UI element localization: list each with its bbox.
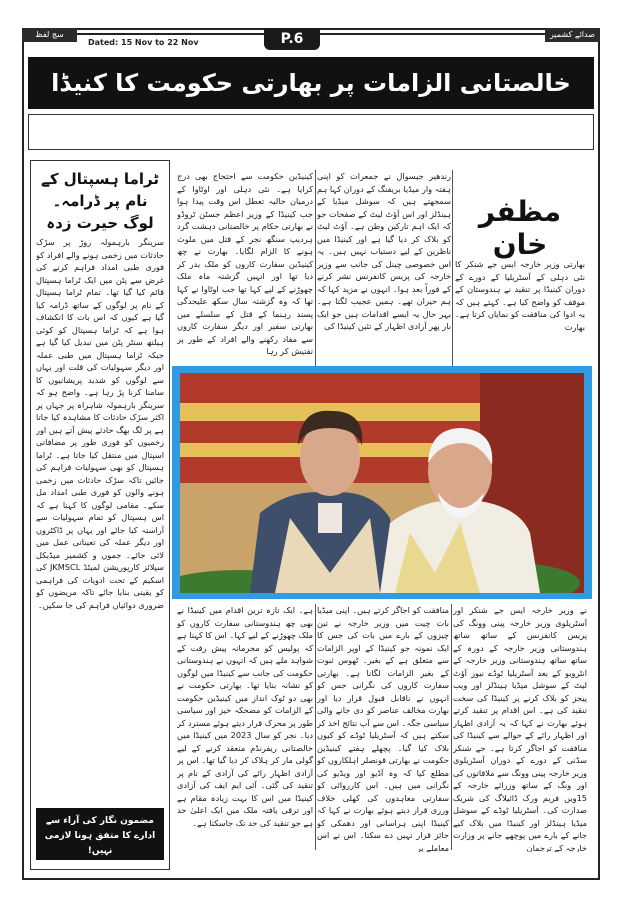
header-right-label: صدائے کشمیر — [545, 28, 600, 42]
photo-illustration — [180, 373, 584, 593]
article-text: بھارتی وزیر خارجہ ایس جے شنکر کا نئی دہلی کے آسٹریلیا کے دورے کے دوران کینیڈا پر تنقید نے ہندوستان کے موقف کو واضح کیا ہے۔ کہتے ہیں کہ یہ ادوا کی منافقت کو نمایاں کرتا ہے۔ بھارت — [455, 259, 585, 332]
column-divider — [452, 170, 453, 366]
article-column-1 — [455, 258, 585, 368]
sidebar-text — [36, 236, 164, 799]
news-photo — [180, 373, 584, 593]
page-number: P.6 — [264, 28, 320, 50]
blank-banner-box — [28, 114, 594, 150]
article-bottom-column-1 — [453, 604, 587, 852]
article-text: ہے۔ ایک تازہ ترین اقدام میں کینیڈا نے بھی چھ ہندوستانی سفارت کاروں کو ملک چھوڑنے کے لیے کہا۔ اس کا کہنا ہے کہ پولیس کو مجرمانہ پیش رفت کے شواہد ملے ہیں کہ انہوں نے ہندوستانی حکومت کی جانب سے کینیڈا میں لوگوں کو نشانہ بنایا تھا۔ بھارتی حکومت نے بھی دو ٹوک انداز میں کینیڈین حکومت کے الزامات کو مضحکہ خیز اور سیاسی طور پر محرک قرار دیتے ہوئے مسترد کر دیا۔ نجر کو سال 2023 میں کینیڈا میں خالصتانی ریفرنڈم منعقد کرنے کے لیے گولی مار کر ہلاک کر دیا گیا تھا۔ اس پر آزادی اظہار رائے کی آزادی کے نام پر تنقید کی گئی۔ آئی ایم ایف کی آزادی کینیڈا میں اس کا بہت زیادہ مقام ہے اور ترقی یافتہ ملک میں ایک اعلیٰ حد ہے جو تنقید کی حد تک جاسکتا ہے۔ — [177, 605, 313, 828]
article-bottom-column-2 — [317, 604, 449, 852]
article-text: کینیڈین حکومت سے احتجاج بھی درج کرایا ہے۔ نئی دہلی اور اوٹاوا کے درمیان حالیہ تعطل اس وقت پیدا ہوا جب کینیڈا کے وزیر اعظم جسٹن ٹروڈو نے بھارتی حکام پر خالصتانی دہشت گرد ہردیپ سنگھ نجر کے قتل میں ملوث ہونے کا الزام لگایا۔ بھارت نے چھ کینیڈین سفارت کاروں کو ملک بدر کر دیا تھا اور انہیں گزشتہ ماہ ملک چھوڑنے کے لیے کہا تھا جب اوٹاوا نے کہا تھا کہ وہ گزشتہ سال سکھ علیحدگی پسند رہنما کے قتل کے سلسلے میں بھارتی سفیر اور دیگر سفارت کاروں سے مفاد رکھنے والے افراد کے طور پر تفتیش کر رہا — [177, 171, 313, 356]
sidebar-body: سرینگر بارہمولہ روڑ پر سڑک حادثات میں زخمی ہونے والے افراد کو فوری طبی امداد فراہم کرنے کی غرض سے پٹن میں ایک ٹراما ہسپتال قائم کیا گیا تھا۔ تمام ٹراما ہسپتال کے نام پر لوگوں کے ساتھ ڈرامہ کیا گیا ہے کیوں کہ اس بات کا انکشاف ہوا ہے کہ ٹراما ہسپتال کو کوئی ہیلتھ سنٹر پٹن میں تبدیل کیا گیا ہے جبکہ ٹراما ہسپتال میں طبی عملہ اور دیگر سہولیات کی قلت اور یہاں سے لوگوں کو شدید پریشانیوں کا سامنا کرنا پڑ رہا ہے۔ واضح ہو کہ سرینگر بارہمولہ شاہراہ پر جہاں پر اکثر سڑک حادثات کا مشاہدہ کیا جاتا ہے پر لگ بھگ حادثے پیش آتے ہیں اور زخمیوں کو فوری طور پر مضافاتی اسپتال میں منتقل کیا جاتا ہے۔ ٹراما ہسپتال کو بھی سہولیات فراہم کی جائیں تاکہ سڑک حادثات میں زخمی ہونے والوں کو فوری طبی امداد مل سکے۔ مقامی لوگوں کا کہنا ہے کہ اس ہسپتال کو تمام سہولیات سے آراستہ کیا جائے اور یہاں پر ڈاکٹروں اور دیگر عملہ کی تعیناتی عمل میں لائی جائے۔ جموں و کشمیر میڈیکل سپلائز کارپوریشن لمیٹڈ JKMSCL کی اسکیم کے تحت ادویات کی فراہمی کو یقینی بنایا جائے تاکہ مریضوں کو ضروری دوائیاں فراہم کی جا سکیں۔ — [36, 237, 164, 610]
sidebar-title: ٹراما ہسپتال کے نام پر ڈرامہ۔ لوگ حیرت زدہ — [41, 170, 159, 232]
issue-date: Dated: 15 Nov to 22 Nov — [88, 38, 199, 47]
article-text: نے وزیر خارجہ ایس جے شنکر اور آسٹریلوی وزیر خارجہ پینی وونگ کی پریس کانفرنس کے ساتھ ساتھ ہندوستانی وزیر خارجہ کے دورہ کے ساتھ ساتھ ہندوستانی وزیر خارجہ کے انٹرویو کے بعد آسٹریلیا ٹوڈے نیوز آؤٹ لیٹ کے سوشل میڈیا ہینڈلز اور ویب پیجز کو بلاک کرنے پر کینیڈا کی سخت تنقید کی ہے۔ اس اقدام پر تنقید کرتے ہوئے بھارت نے کہا کہ یہ آزادی اظہار اور اظہار رائے کے حوالے سے کینیڈا کی منافقت کو اجاگر کرتا ہے۔ جے شنکر سڈنی کے دورے کے دوران آسٹریلوی وزیر خارجہ پینی وونگ سے ملاقاتوں کی اور ونگ کے ساتھ وزرائے خارجہ کے 15ویں فریم ورک ڈائیلاگ کی شریک صدارت کی۔ آسٹریلیا ٹوڈے کے سوشل میڈیا ہینڈلز اور کینیڈا میں بلاک کیے جانے کے بارے میں پوچھے جانے پر وزارت خارجہ کے ترجمان — [453, 605, 587, 852]
disclaimer-box: مضمون نگار کی آراء سے ادارے کا متفق ہونا لازمی نہیں! — [36, 808, 164, 860]
article-bottom-column-3 — [177, 604, 313, 852]
column-divider — [451, 604, 452, 850]
column-divider — [315, 604, 316, 850]
article-text: منافقت کو اجاگر کرتے ہیں۔ اپنی میڈیا بات چیت میں وزیر خارجہ نے تین چیزوں کے بارے میں بات کی جس کا ایک نمونہ جو کینیڈا کے اوپر الزامات سے متعلق ہے کے بغیر۔ ٹھوس ثبوت کے بغیر الزامات لگانا ہے۔ بھارتی سفارت کاروں کی نگرانی جس کو انہوں نے ناقابل قبول قرار دیا اور بھارت مخالف عناصر کو دی جانے والی سیاسی جگہ۔ اس سے آپ نتائج اخذ کر سکتے ہیں کہ آسٹریلیا ٹوڈے کو کیوں بلاک کیا گیا۔ پچھلے ہفتے کینیڈین حکومت نے بھارتی قونصلر اہلکاروں کو مطلع کیا کہ وہ آڈیو اور ویڈیو کی نگرانی میں ہیں۔ اس کارروائی کو سفارتی معاہدوں کی کھلی خلاف ورزی قرار دیتے ہوئے بھارت نے کہا کہ کینیڈا اپنی ہراسانی اور دھمکی کو جائز قرار نہیں دے سکتا۔ اس نے اس معاملے پر — [317, 605, 449, 852]
article-column-3 — [177, 170, 313, 370]
author-name: مظفر خان — [478, 195, 562, 261]
column-divider — [315, 170, 316, 366]
article-text: رندھیر جیسوال نے جمعرات کو اپنی ہفتہ وار میڈیا بریفنگ کے دوران کہا ہم سمجھتے ہیں کہ سوشل میڈیا کے ہینڈلز اور اس آؤٹ لیٹ کے صفحات جو کہ ایک اہم تارکین وطن ہے۔ آؤٹ لیٹ کو بلاک کر دیا گیا ہے اور کینیڈا میں ناظرین کے لیے دستیاب نہیں ہیں۔ یہ اس خصوصی چینل کی جانب سے وزیر خارجہ کی پریس کانفرنس نشر کرنے کے فوراً بعد ہوا۔ انہوں نے مزید کہا کہ ہم حیران تھے۔ ہمیں عجیب لگتا ہے۔ بہر حال یہ ایسے اقدامات ہیں جو ایک بار پھر آزادی اظہار کے تئیں کینیڈا کی — [317, 171, 451, 331]
main-headline: خالصتانی الزامات پر بھارتی حکومت کا کنیڈا حکومت پر تنقید — [28, 57, 594, 109]
header-left-label: سچ لفظ — [22, 28, 77, 42]
article-column-2 — [317, 170, 451, 370]
